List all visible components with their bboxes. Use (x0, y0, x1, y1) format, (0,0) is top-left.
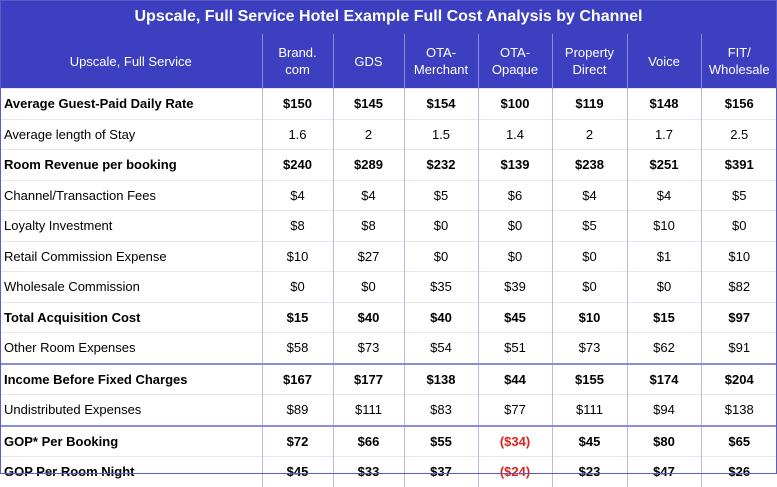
column-header (478, 34, 552, 89)
table-cell: $111 (552, 395, 627, 426)
table-cell: $44 (478, 364, 552, 395)
table-cell: $155 (552, 364, 627, 395)
table-row (0, 426, 777, 457)
table-cell: $26 (701, 457, 777, 487)
table-cell: $47 (627, 457, 701, 487)
table-row (0, 241, 777, 272)
table-cell: $45 (262, 457, 333, 487)
table-cell: 2 (333, 119, 404, 150)
column-header-text: Brand. (278, 45, 317, 60)
table-row (0, 395, 777, 426)
table-cell: $45 (478, 302, 552, 333)
table-cell: $232 (404, 150, 478, 181)
table-cell: $0 (627, 272, 701, 303)
table-cell: $62 (627, 333, 701, 364)
table-cell: $100 (478, 89, 552, 120)
row-label: Undistributed Expenses (0, 395, 262, 426)
table-cell: $0 (552, 272, 627, 303)
table-cell: $73 (552, 333, 627, 364)
column-header-text: Merchant (413, 62, 469, 77)
table-cell: $5 (552, 211, 627, 242)
column-header (333, 34, 404, 89)
table-cell: $0 (404, 241, 478, 272)
table-cell: $89 (262, 395, 333, 426)
header-row-label: Upscale, Full Service (0, 34, 262, 89)
table-cell: $174 (627, 364, 701, 395)
column-header-text: Wholesale (708, 62, 770, 77)
table-cell: $204 (701, 364, 777, 395)
table-cell: $0 (333, 272, 404, 303)
table-cell: $119 (552, 89, 627, 120)
table-cell: $138 (404, 364, 478, 395)
table-cell: $10 (701, 241, 777, 272)
table-cell: $167 (262, 364, 333, 395)
table-cell: $8 (262, 211, 333, 242)
table-cell: $51 (478, 333, 552, 364)
table-cell: $15 (627, 302, 701, 333)
table-cell: $10 (627, 211, 701, 242)
row-label: Average length of Stay (0, 119, 262, 150)
table-cell: ($34) (478, 426, 552, 457)
table-cell: $138 (701, 395, 777, 426)
table-cell: $154 (404, 89, 478, 120)
column-header-text: Property (564, 45, 615, 60)
column-header (627, 34, 701, 89)
table-cell: $58 (262, 333, 333, 364)
table-row (0, 89, 777, 120)
row-label: GOP* Per Booking (0, 426, 262, 457)
cost-analysis-table (0, 34, 777, 487)
table-cell: $4 (333, 180, 404, 211)
table-cell: $139 (478, 150, 552, 181)
row-label: GOP Per Room Night (0, 457, 262, 487)
table-cell: $65 (701, 426, 777, 457)
row-label: Wholesale Commission (0, 272, 262, 303)
table-cell: $94 (627, 395, 701, 426)
table-cell: $72 (262, 426, 333, 457)
row-label: Other Room Expenses (0, 333, 262, 364)
table-cell: $82 (701, 272, 777, 303)
table-cell: $37 (404, 457, 478, 487)
table-row (0, 302, 777, 333)
table-cell: $73 (333, 333, 404, 364)
table-cell: $10 (552, 302, 627, 333)
table-cell: $77 (478, 395, 552, 426)
table-row (0, 150, 777, 181)
table-cell: 1.4 (478, 119, 552, 150)
table-cell: $0 (552, 241, 627, 272)
table-cell: $0 (262, 272, 333, 303)
table-cell: 2 (552, 119, 627, 150)
table-cell: $80 (627, 426, 701, 457)
table-cell: $289 (333, 150, 404, 181)
table-cell: 1.5 (404, 119, 478, 150)
table-cell: $27 (333, 241, 404, 272)
table-cell: $4 (627, 180, 701, 211)
table-cell: $5 (404, 180, 478, 211)
column-header (404, 34, 478, 89)
column-header-text: com (285, 62, 310, 77)
table-cell: 1.6 (262, 119, 333, 150)
table-cell: $0 (701, 211, 777, 242)
column-header-text: OTA- (499, 45, 531, 60)
table-cell: $97 (701, 302, 777, 333)
column-header-text: Direct (572, 62, 607, 77)
table-cell: $4 (552, 180, 627, 211)
table-cell: $5 (701, 180, 777, 211)
table-cell: $177 (333, 364, 404, 395)
column-header (262, 34, 333, 89)
table-cell: $91 (701, 333, 777, 364)
table-row (0, 364, 777, 395)
row-label: Total Acquisition Cost (0, 302, 262, 333)
table-row (0, 119, 777, 150)
table-cell: $150 (262, 89, 333, 120)
table-cell: $240 (262, 150, 333, 181)
table-cell: ($24) (478, 457, 552, 487)
table-cell: $391 (701, 150, 777, 181)
table-cell: $33 (333, 457, 404, 487)
table-cell: $156 (701, 89, 777, 120)
column-header-text: GDS (354, 53, 383, 69)
table-cell: $15 (262, 302, 333, 333)
table-cell: $66 (333, 426, 404, 457)
row-label: Loyalty Investment (0, 211, 262, 242)
table-row (0, 211, 777, 242)
column-header (552, 34, 627, 89)
row-label: Average Guest-Paid Daily Rate (0, 89, 262, 120)
table-cell: $251 (627, 150, 701, 181)
row-label: Channel/Transaction Fees (0, 180, 262, 211)
table-cell: $0 (478, 241, 552, 272)
table-cell: $39 (478, 272, 552, 303)
table-cell: $23 (552, 457, 627, 487)
header-row (0, 34, 777, 89)
table-cell: $54 (404, 333, 478, 364)
row-label: Retail Commission Expense (0, 241, 262, 272)
table-cell: $6 (478, 180, 552, 211)
table-cell: $55 (404, 426, 478, 457)
table-cell: $0 (478, 211, 552, 242)
table-cell: $40 (333, 302, 404, 333)
table-cell: $8 (333, 211, 404, 242)
table-row (0, 272, 777, 303)
table-cell: 2.5 (701, 119, 777, 150)
table-cell: $1 (627, 241, 701, 272)
table-title: Upscale, Full Service Hotel Example Full Cost Analysis by Channel (0, 0, 777, 34)
table-cell: $83 (404, 395, 478, 426)
table-cell: $45 (552, 426, 627, 457)
table-row (0, 333, 777, 364)
column-header-text: OTA- (425, 45, 457, 60)
table-cell: $238 (552, 150, 627, 181)
column-header-text: Voice (648, 53, 680, 69)
table-cell: $40 (404, 302, 478, 333)
table-row (0, 457, 777, 487)
table-cell: $111 (333, 395, 404, 426)
table-cell: $10 (262, 241, 333, 272)
table-row (0, 180, 777, 211)
table-cell: $35 (404, 272, 478, 303)
table-cell: 1.7 (627, 119, 701, 150)
row-label: Room Revenue per booking (0, 150, 262, 181)
row-label: Income Before Fixed Charges (0, 364, 262, 395)
table-cell: $145 (333, 89, 404, 120)
table-cell: $0 (404, 211, 478, 242)
table-cell: $148 (627, 89, 701, 120)
column-header (701, 34, 777, 89)
column-header-text: FIT/ (727, 45, 751, 60)
column-header-text: Opaque (491, 62, 539, 77)
table-body (0, 89, 777, 487)
table-cell: $4 (262, 180, 333, 211)
